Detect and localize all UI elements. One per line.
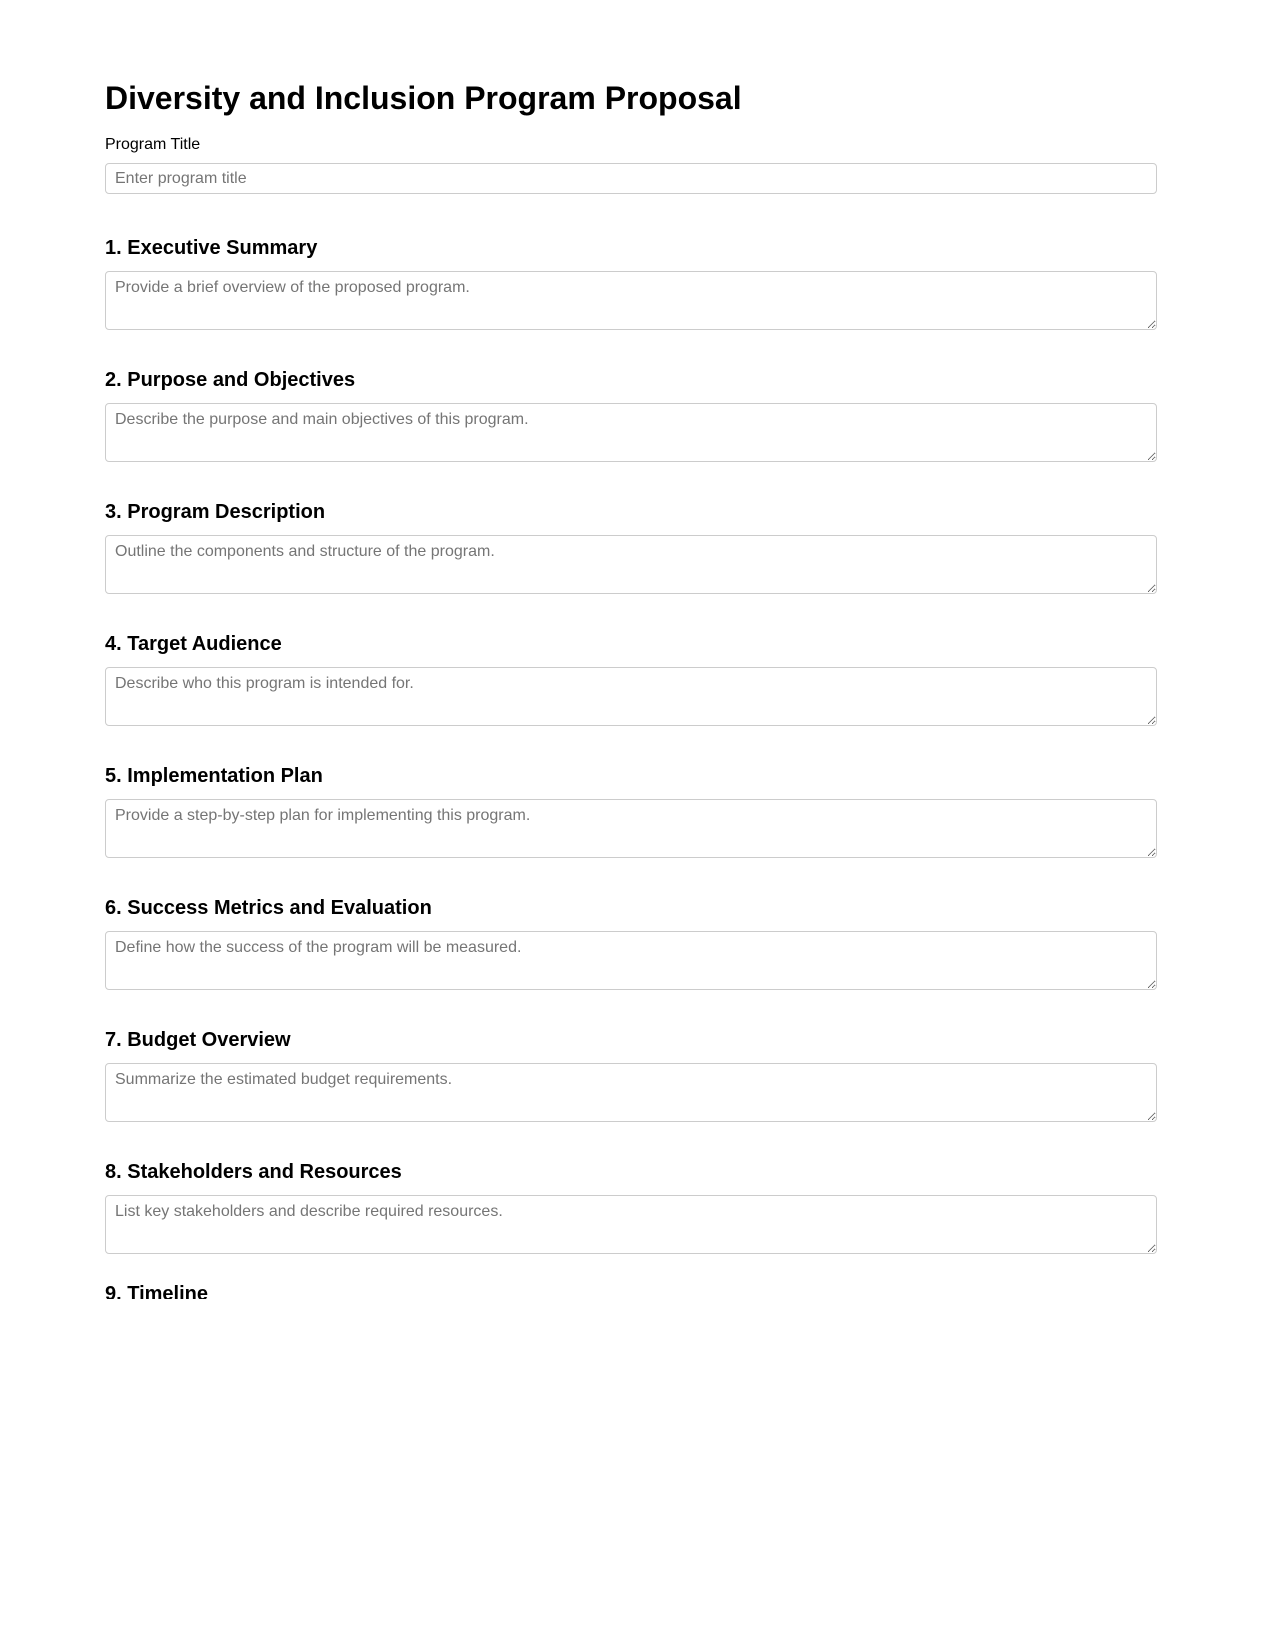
section-heading: 7. Budget Overview xyxy=(105,1029,291,1051)
program-title-label: Program Title xyxy=(105,136,201,153)
implementation-plan-textarea[interactable] xyxy=(105,799,1157,858)
section-heading: 6. Success Metrics and Evaluation xyxy=(105,897,432,919)
page-title: Diversity and Inclusion Program Proposal xyxy=(105,80,742,116)
target-audience-textarea[interactable] xyxy=(105,667,1157,726)
executive-summary-textarea[interactable] xyxy=(105,271,1157,330)
section-heading: 5. Implementation Plan xyxy=(105,765,323,787)
section-heading: 4. Target Audience xyxy=(105,633,282,655)
success-metrics-textarea[interactable] xyxy=(105,931,1157,990)
stakeholders-resources-textarea[interactable] xyxy=(105,1195,1157,1254)
program-description-textarea[interactable] xyxy=(105,535,1157,594)
section-heading: 2. Purpose and Objectives xyxy=(105,369,356,391)
program-title-input[interactable] xyxy=(105,163,1157,194)
budget-overview-textarea[interactable] xyxy=(105,1063,1157,1122)
section-heading: 1. Executive Summary xyxy=(105,237,318,259)
purpose-objectives-textarea[interactable] xyxy=(105,403,1157,462)
section-heading: 8. Stakeholders and Resources xyxy=(105,1161,402,1183)
section-heading: 3. Program Description xyxy=(105,501,326,523)
section-heading: 9. Timeline xyxy=(105,1283,209,1299)
